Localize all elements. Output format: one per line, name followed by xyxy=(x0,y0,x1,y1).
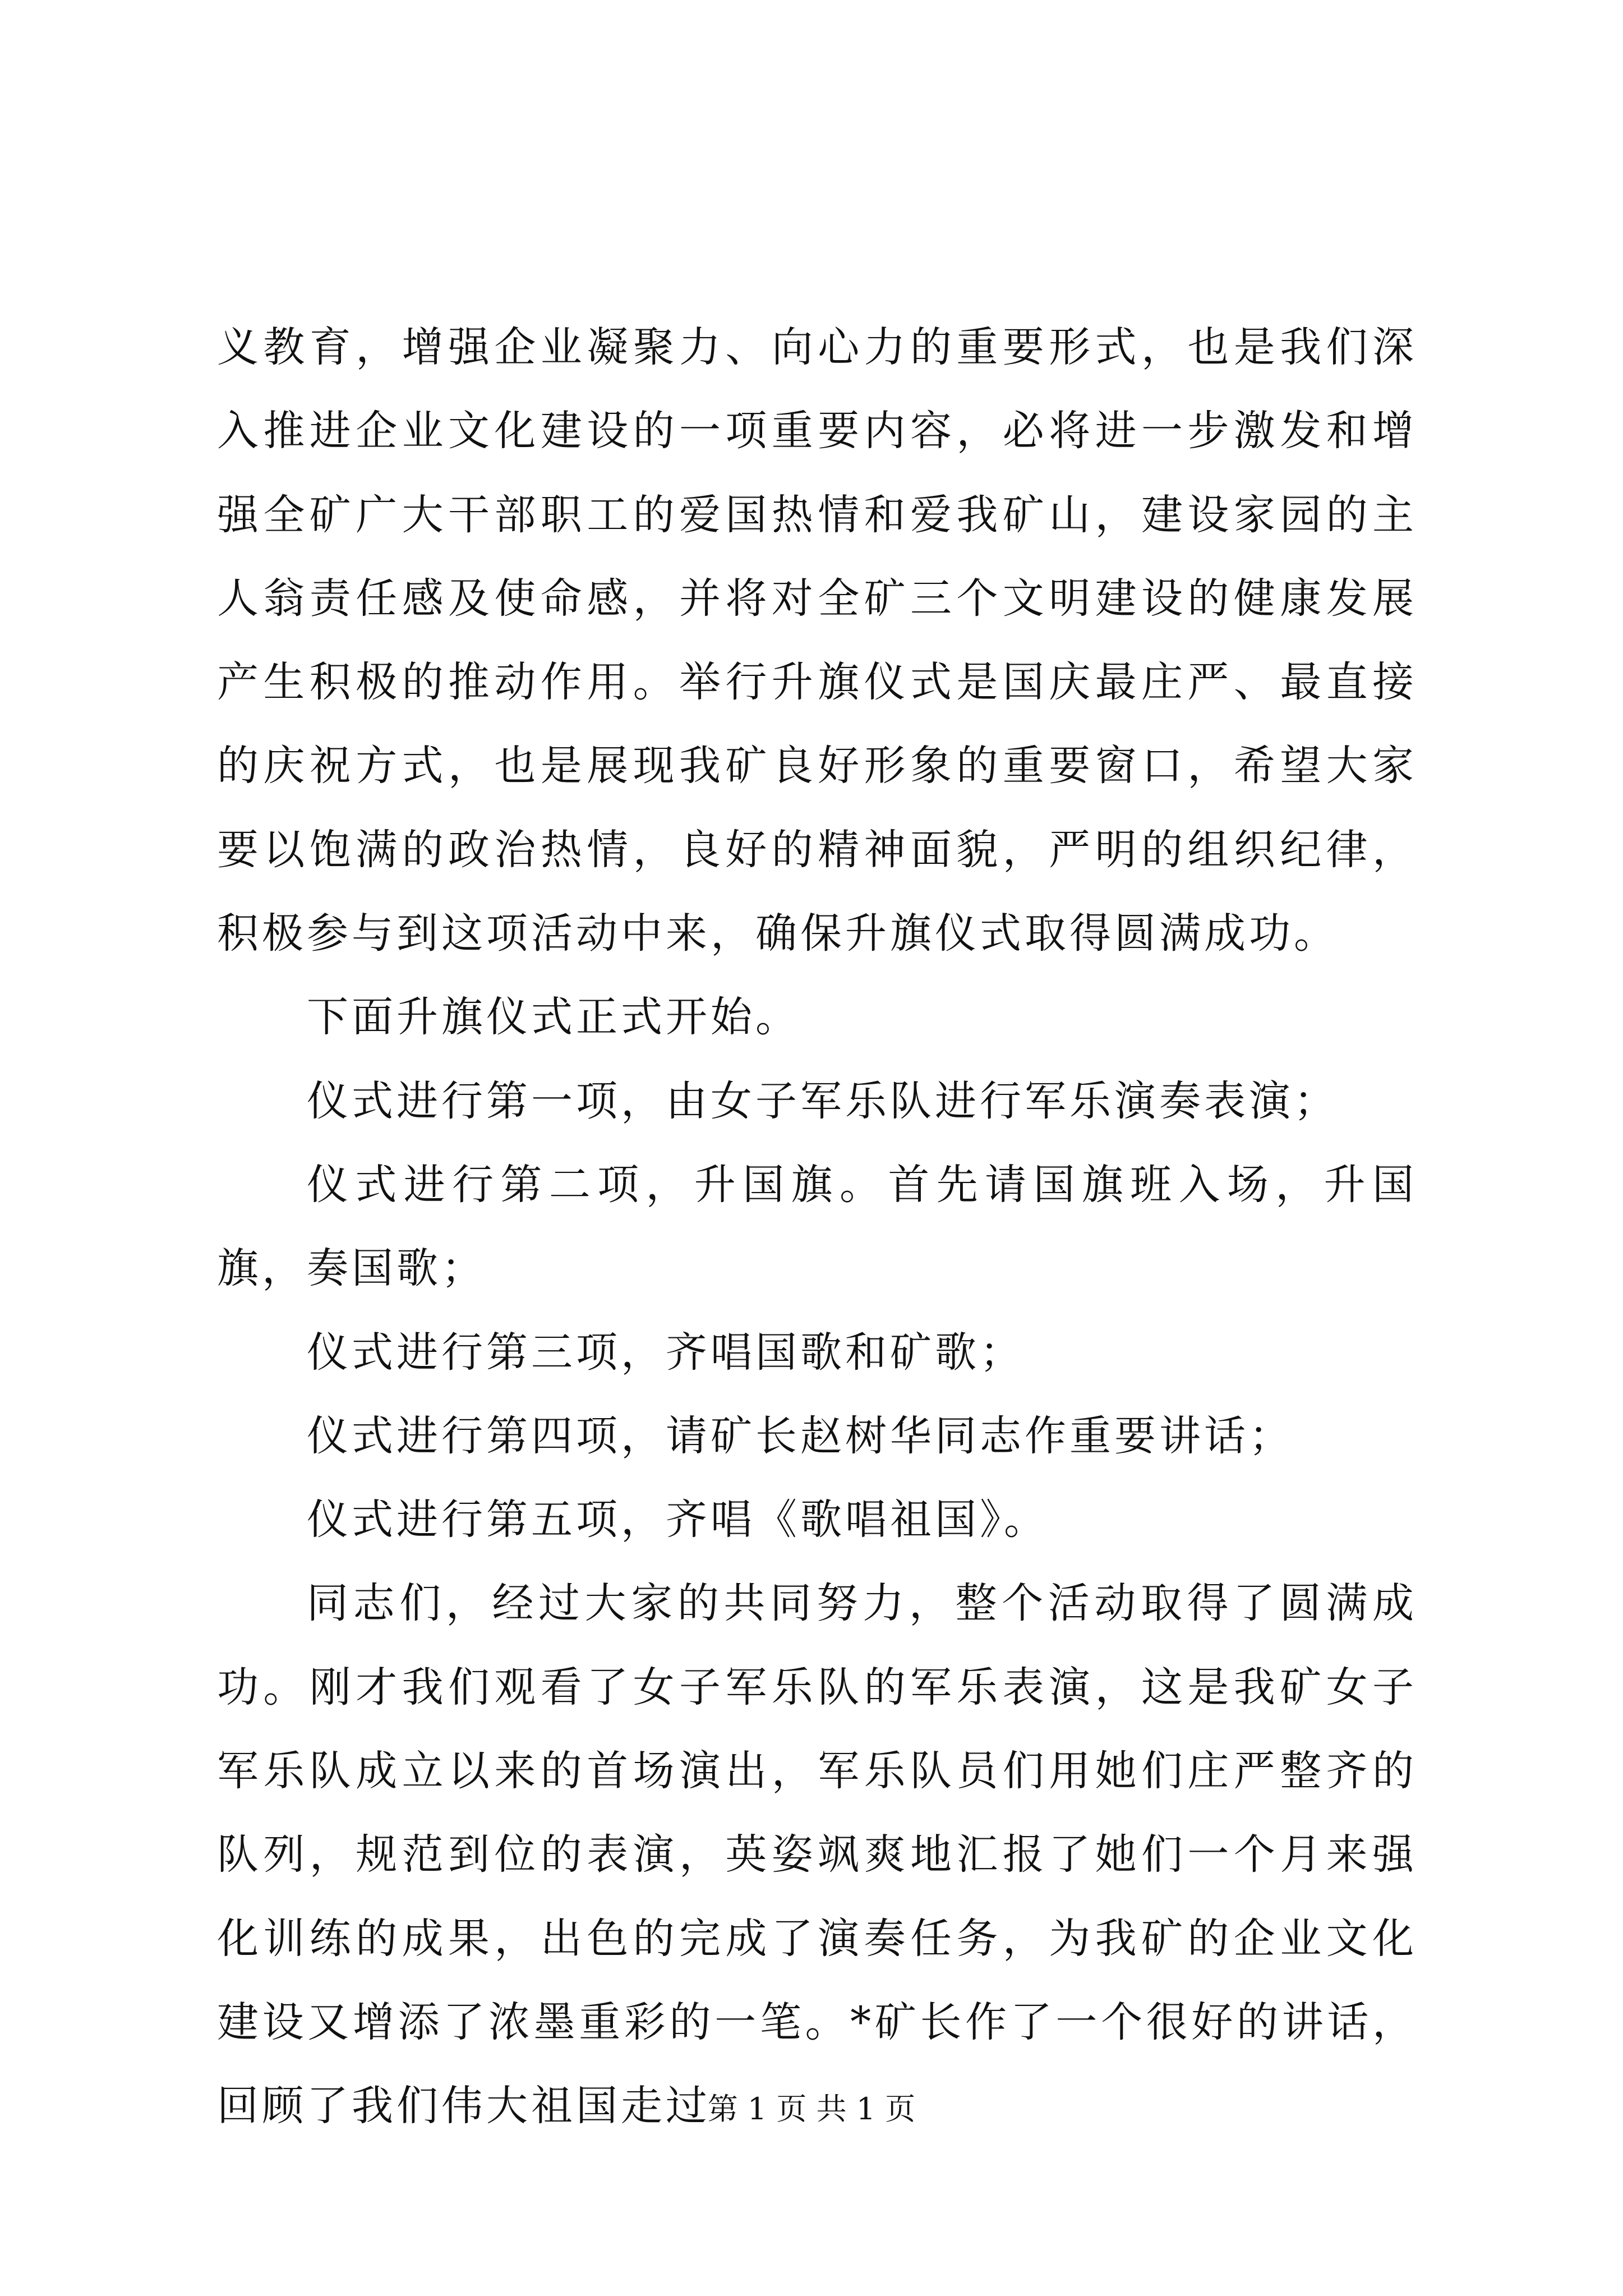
document-body xyxy=(217,306,1417,2148)
paragraph-7: 仪式进行第五项，齐唱《歌唱祖国》。 xyxy=(307,1496,1049,1544)
paragraph-3: 仪式进行第一项，由女子军乐队进行军乐演奏表演； xyxy=(307,1076,1339,1125)
paragraph-4: 仪式进行第二项，升国旗。首先请国旗班入场，升国旗，奏国歌； xyxy=(217,1160,1417,1293)
page-footer xyxy=(0,2087,1623,2132)
paragraph-6: 仪式进行第四项，请矿长赵树华同志作重要讲话； xyxy=(307,1411,1294,1460)
paragraph-8: 同志们，经过大家的共同努力，整个活动取得了圆满成功。刚才我们观看了女子军乐队的军乐表演，这是我矿女子军乐队成立以来的首场演出，军乐队员们用她们庄严整齐的队列，规范到位的表演，英姿飒爽地汇报了她们一个月来强化训练的成果，出色的完成了演奏任务，为我矿的企业文化建设又增添了浓墨重彩的一笔。*矿长作了一个很好的讲话，回顾了我们伟大祖国走过 xyxy=(217,1579,1417,2131)
paragraph-1: 义教育，增强企业凝聚力、向心力的重要形式，也是我们深入推进企业文化建设的一项重要内容，必将进一步激发和增强全矿广大干部职工的爱国热情和爱我矿山，建设家园的主人翁责任感及使命感，并将对全矿三个文明建设的健康发展产生积极的推动作用。举行升旗仪式是国庆最庄严、最直接的庆祝方式，也是展现我矿良好形象的重要窗口，希望大家要以饱满的政治热情，良好的精神面貌，严明的组织纪律，积极参与到这项活动中来，确保升旗仪式取得圆满成功。 xyxy=(217,323,1417,958)
paragraph-2: 下面升旗仪式正式开始。 xyxy=(307,993,800,1042)
page-number-label: 第 1 页 共 1 页 xyxy=(707,2091,916,2127)
paragraph-5: 仪式进行第三项，齐唱国歌和矿歌； xyxy=(307,1328,1025,1377)
